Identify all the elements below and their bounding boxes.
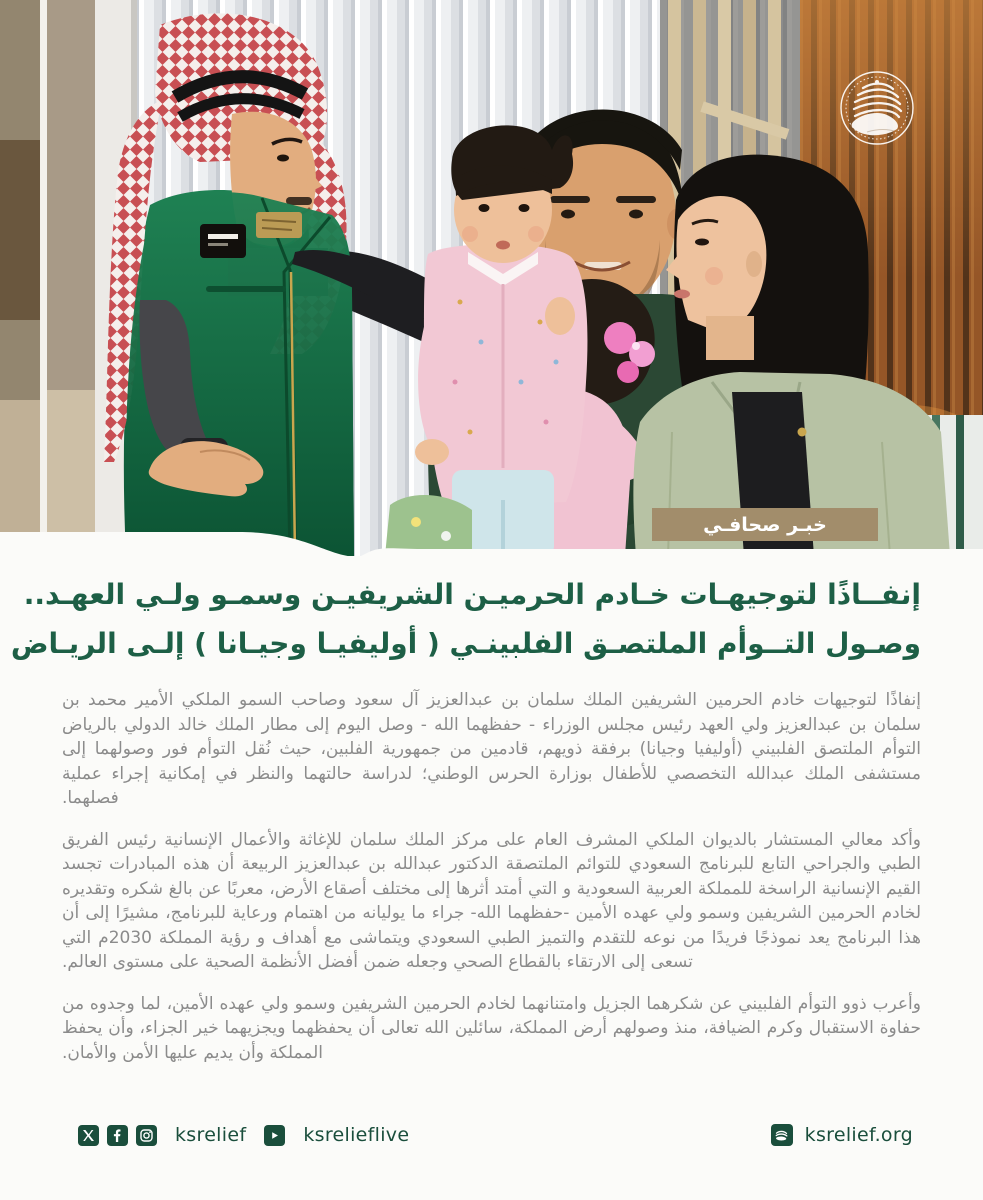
- facebook-icon[interactable]: [107, 1125, 128, 1146]
- paragraph-arrival: إنفاذًا لتوجيهات خادم الحرمين الشريفين الملك سلمان بن عبدالعزيز آل سعود وصاحب السمو الملكي الأمير محمد بن سلمان بن عبدالعزيز ولي العهد رئيس مجلس الوزراء - حفظهما الله - وصل اليوم إلى مطار الملك خالد الدولي بالرياض التوأم الملتصق الفلبيني (أوليفيا وجيانا) برفقة ذويهم، قادمين من جمهورية الفلبين، حيث نُقل التوأم فور وصولهما إلى مستشفى الملك عبدالله التخصصي للأطفال بوزارة الحرس الوطني؛ لدراسة حالتهما والنظر في إمكانية إجراء عملية فصلهما.: [62, 690, 921, 808]
- instagram-icon[interactable]: [136, 1125, 157, 1146]
- headline-line-1: إنفــاذًا لتوجيهـات خـادم الحرميـن الشريفيـن وسمـو ولـي العهـد..: [23, 578, 921, 611]
- paragraph-statement: وأكد معالي المستشار بالديوان الملكي المشرف العام على مركز الملك سلمان للإغاثة والأعمال الإنسانية رئيس الفريق الطبي والجراحي التابع للبرنامج السعودي للتوائم الملتصقة الدكتور عبدالله بن عبدالعزيز الربيعة أن هذه المبادرات تجسد القيم الإنسانية الراسخة للمملكة العربية السعودية و التي أمتد أثرها إلى مختلف أصقاع الأرض، معربًا عن بالغ شكره وتقديره لخادم الحرمين الشريفين وسمو ولي عهده الأمين -حفظهما الله- جراء ما يوليانه من اهتمام ورعاية للبرنامج، مشيرًا إلى أن هذا البرنامج يعد نموذجًا فريدًا من نوعه للتقدم والتميز الطبي السعودي ويتماشى مع أهداف و رؤية المملكة 2030م التي تسعى إلى الارتقاء بالقطاع الصحي وجعله ضمن أفضل الأنظمة الصحية على مستوى العالم.: [62, 829, 921, 972]
- footer-social-group: [78, 1124, 409, 1146]
- headline-line-2: وصـول التــوأم الملتصـق الفلبينـي ( أوليفيـا وجيـانا ) إلـى الريـاض: [10, 627, 921, 660]
- ksrelief-logo-icon: [771, 1124, 793, 1146]
- article-body: [62, 688, 921, 1065]
- hero-photo: [0, 0, 983, 556]
- footer: [0, 1106, 983, 1164]
- youtube-icon[interactable]: [264, 1125, 285, 1146]
- press-news-badge: [652, 508, 878, 541]
- video-handle[interactable]: ksrelieflive: [303, 1124, 410, 1146]
- article-content: [0, 556, 983, 1065]
- hero-photo-illustration: [0, 0, 983, 556]
- footer-website-group: [771, 1124, 913, 1146]
- website-url[interactable]: ksrelief.org: [804, 1124, 913, 1146]
- headline: [10, 570, 921, 668]
- paragraph-gratitude: وأعرب ذوو التوأم الفلبيني عن شكرهما الجزيل وامتنانهما لخادم الحرمين الشريفين وسمو ولي عهده الأمين، لما وجدوه من حفاوة الاستقبال وكرم الضيافة، منذ وصولهم أرض المملكة، سائلين الله تعالى أن يحفظهما ويجزيهما خير الجزاء، وأن يحفظ المملكة وأن يديم عليها الأمن والأمان.: [62, 993, 921, 1063]
- x-twitter-icon[interactable]: [78, 1125, 99, 1146]
- press-news-badge-label: خبـر صحافـي: [703, 513, 827, 536]
- social-handle[interactable]: ksrelief: [175, 1124, 247, 1146]
